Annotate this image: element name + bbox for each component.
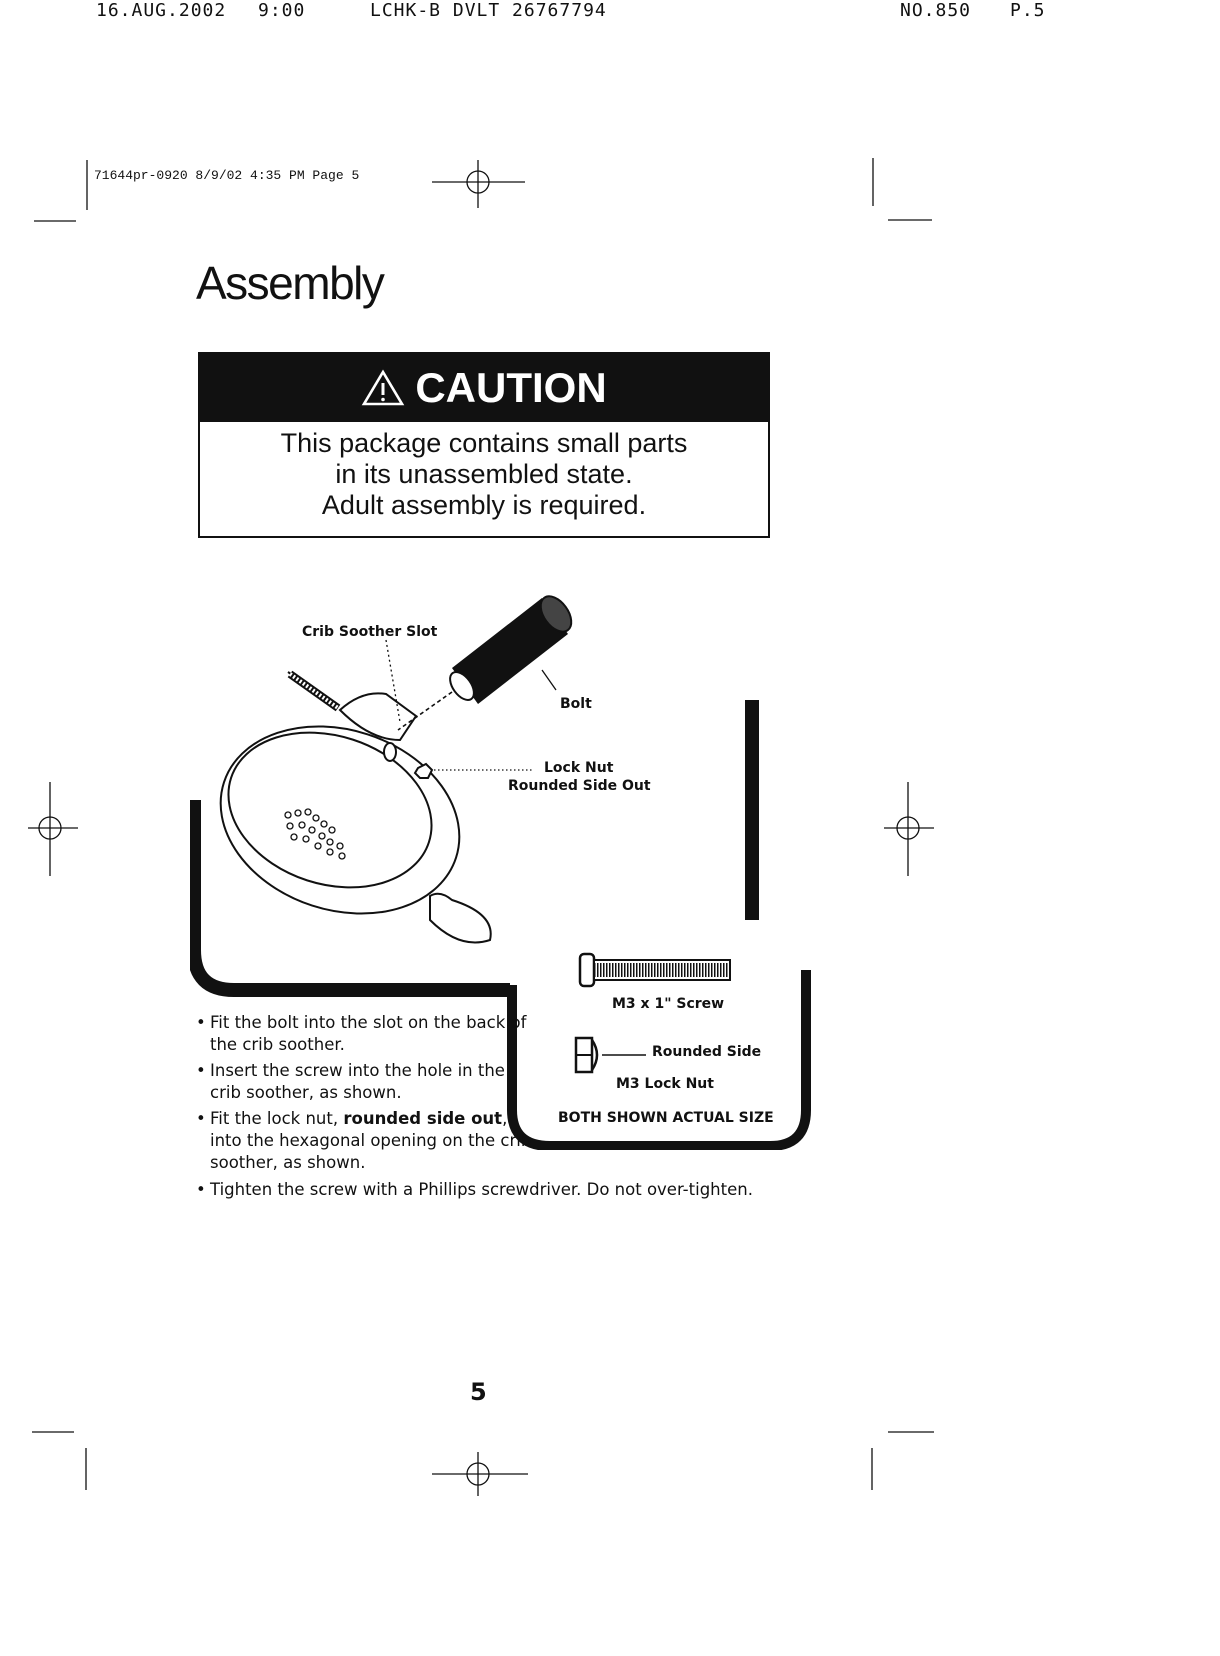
caution-line: This package contains small parts: [280, 428, 688, 458]
bolt-label: Bolt: [560, 696, 592, 712]
page-number: 5: [470, 1378, 487, 1406]
assembly-steps: [196, 1012, 536, 1174]
rounded-side-label: Rounded Side: [652, 1044, 762, 1060]
fax-page: P.5: [1010, 0, 1046, 21]
screw-size-label: M3 x 1" Screw: [612, 996, 725, 1012]
actual-size-note: BOTH SHOWN ACTUAL SIZE: [558, 1110, 774, 1126]
fax-date: 16.AUG.2002: [96, 0, 227, 21]
actual-size-lock-nut: [576, 1038, 646, 1072]
rounded-side-out-emphasis: rounded side out: [343, 1109, 503, 1128]
crib-soother-slot-label: Crib Soother Slot: [302, 624, 438, 640]
m3-lock-nut-label: M3 Lock Nut: [616, 1076, 714, 1092]
page-title: Assembly: [196, 257, 384, 309]
caution-header: [200, 354, 768, 422]
bolt-leader-line: [542, 670, 556, 690]
fax-sender: LCHK-B DVLT 26767794: [370, 0, 607, 21]
step-1: • Fit the bolt into the slot on the back of the crib soother.: [196, 1012, 536, 1056]
lock-nut-label: Lock Nut: [544, 760, 614, 776]
step-2: • Insert the screw into the hole in the crib soother, as shown.: [196, 1060, 536, 1104]
print-slug: 71644pr-0920 8/9/02 4:35 PM Page 5: [94, 168, 360, 183]
caution-line: Adult assembly is required.: [321, 490, 647, 520]
bolt-drawing: [398, 591, 577, 730]
fax-number: NO.850: [900, 0, 972, 21]
actual-size-screw: [580, 954, 730, 986]
warning-triangle-icon: [361, 369, 405, 407]
caution-line: in its unassembled state.: [335, 459, 633, 489]
rounded-side-out-label: Rounded Side Out: [508, 778, 651, 794]
step-3: • Fit the lock nut, rounded side out, into the hexagonal opening on the crib soother, as shown.: [196, 1108, 536, 1174]
caution-text: [200, 422, 768, 521]
fax-time: 9:00: [258, 0, 306, 21]
screw-drawing: [288, 672, 338, 708]
caution-heading: CAUTION: [415, 364, 607, 411]
caution-box: [198, 352, 770, 538]
crib-soother-body: [196, 693, 491, 943]
step-4: • Tighten the screw with a Phillips screwdriver. Do not over-tighten.: [196, 1180, 753, 1199]
